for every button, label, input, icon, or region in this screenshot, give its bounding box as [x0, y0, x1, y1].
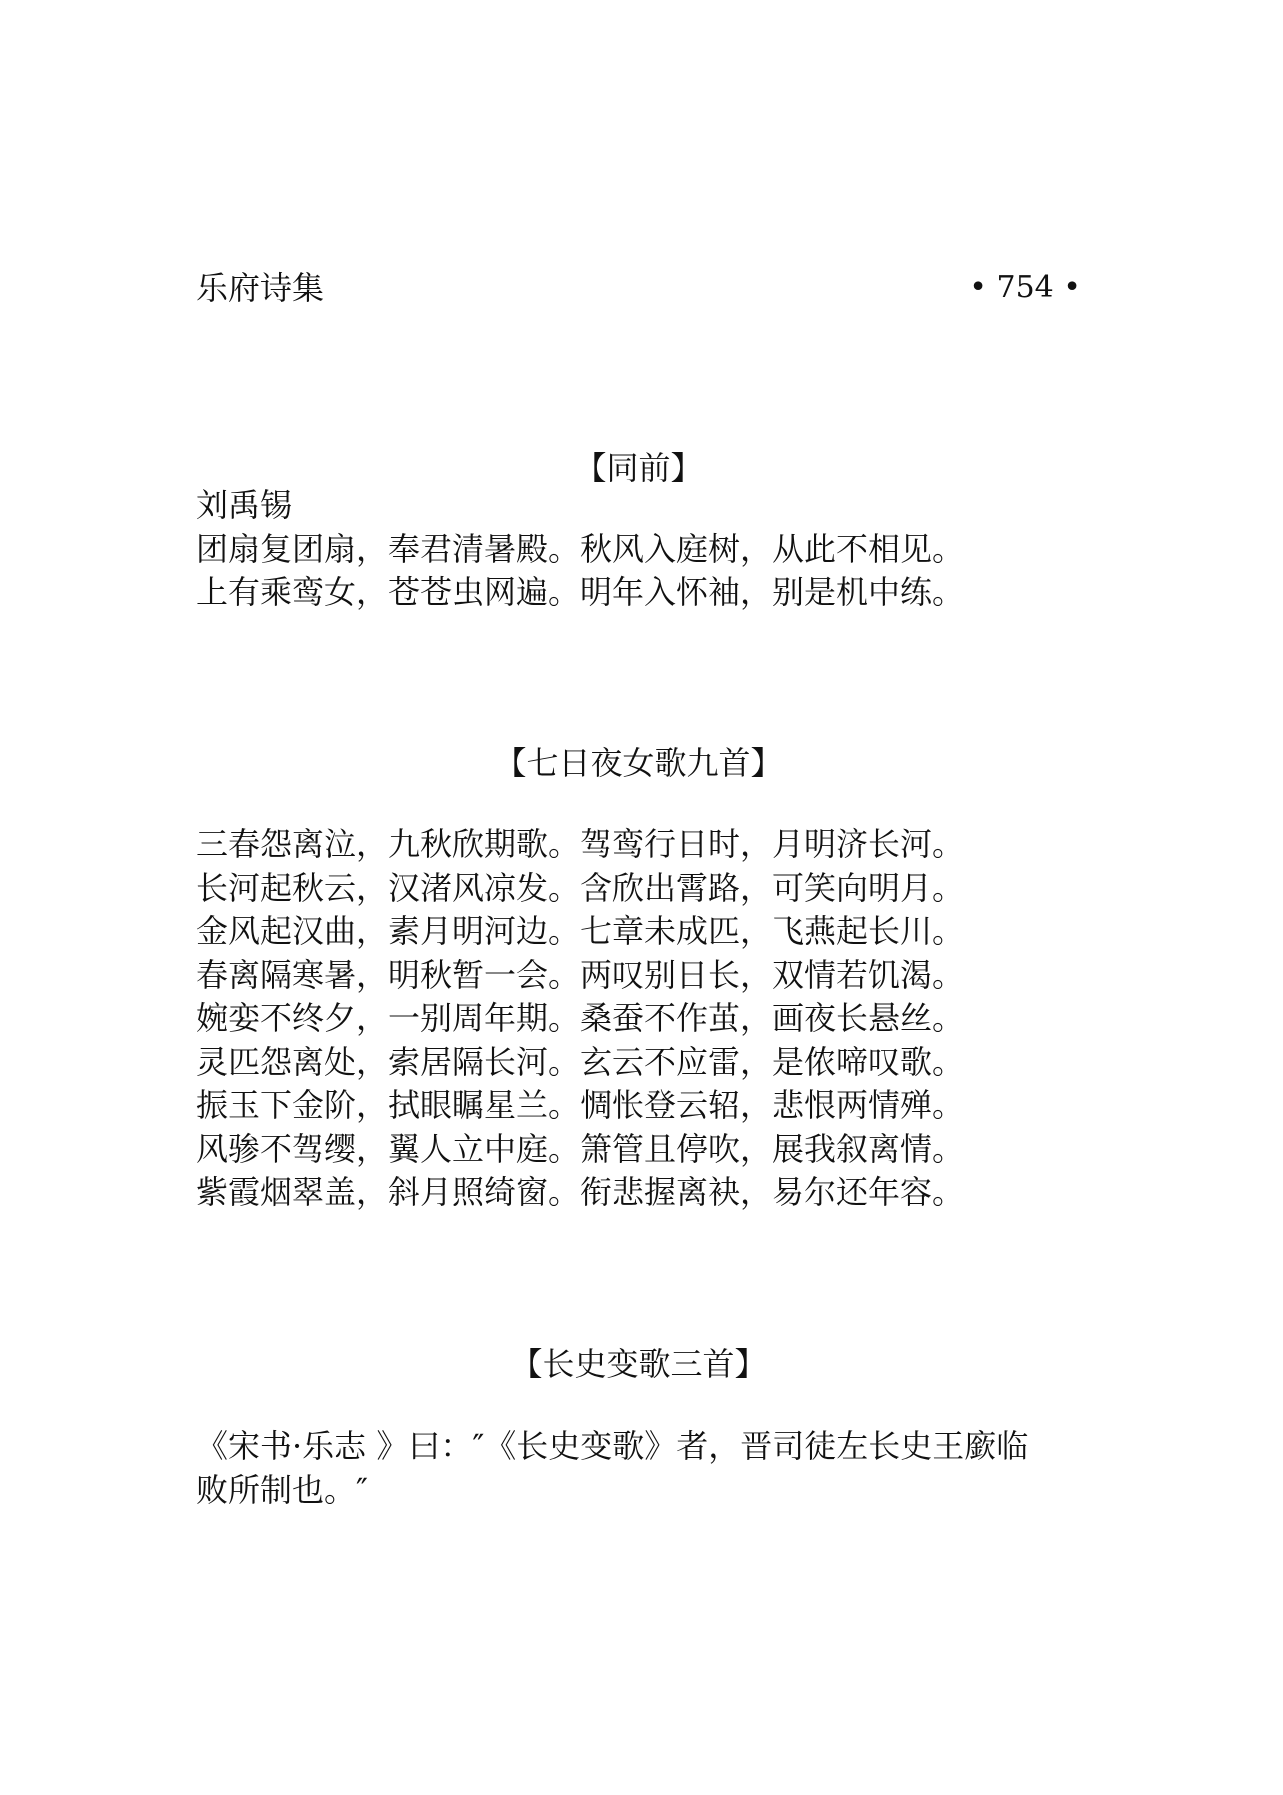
- poem-line: 金风起汉曲，素月明河边。七章未成匹，飞燕起长川。: [196, 912, 965, 950]
- poem-line: 三春怨离泣，九秋欣期歌。驾鸾行日时，月明济长河。: [196, 825, 965, 863]
- poem-line: 灵匹怨离处，索居隔长河。玄云不应雷，是侬啼叹歌。: [196, 1042, 965, 1081]
- poem-line: 风骖不驾缨，翼人立中庭。箫管且停吹，展我叙离情。: [196, 1129, 965, 1168]
- prose-line: 败所制也。″: [196, 1470, 368, 1509]
- prose-line: 《宋书·乐志 》曰：″《长史变歌》者，晋司徒左长史王廞临: [196, 1427, 1029, 1465]
- section-tongqian-body: [196, 484, 1096, 615]
- section-title-tongqian: 【同前】: [574, 449, 703, 487]
- poem-line: 婉娈不终夕，一别周年期。桑蚕不作茧，画夜长悬丝。: [196, 999, 965, 1037]
- section-title-changshi: 【长史变歌三首】: [510, 1345, 767, 1383]
- section-title-qiriye: 【七日夜女歌九首】: [494, 744, 783, 782]
- book-title: 乐府诗集: [196, 269, 325, 307]
- poem-line: 团扇复团扇，奉君清暑殿。秋风入庭树，从此不相见。: [196, 529, 965, 568]
- running-head: [196, 268, 1081, 312]
- page-number: • 754 •: [969, 270, 1081, 305]
- poem-line: 长河起秋云，汉渚风凉发。含欣出霄路，可笑向明月。: [196, 868, 965, 907]
- poem-line: 紫霞烟翠盖，斜月照绮窗。衔悲握离袂，易尔还年容。: [196, 1173, 965, 1211]
- poem-line: 春离隔寒暑，明秋暂一会。两叹别日长，双情若饥渴。: [196, 955, 965, 994]
- poem-author: 刘禹锡: [196, 486, 293, 524]
- poem-line: 振玉下金阶，拭眼瞩星兰。惆怅登云轺，悲恨两情殚。: [196, 1086, 965, 1124]
- section-qiriye-body: [196, 823, 1096, 1215]
- poem-line: 上有乘鸾女，苍苍虫网遍。明年入怀袖，别是机中练。: [196, 573, 965, 611]
- section-changshi-body: [196, 1425, 1096, 1512]
